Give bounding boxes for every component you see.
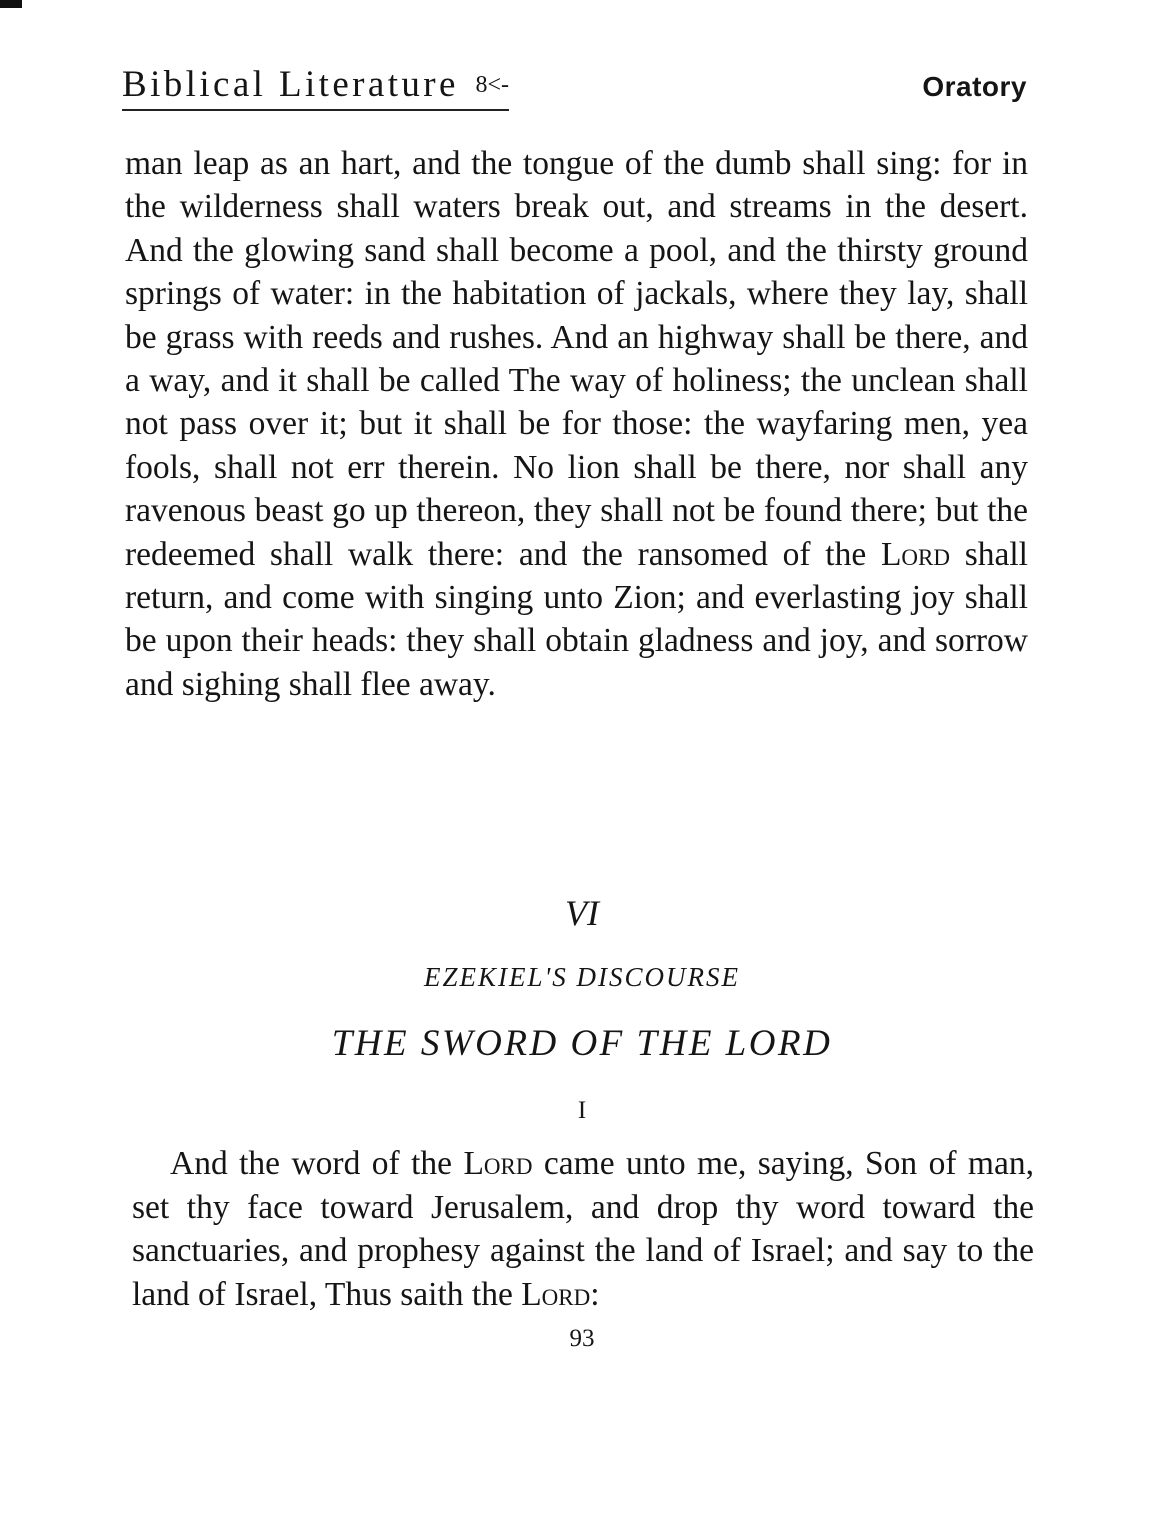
lord-small-caps: Lord	[880, 535, 950, 573]
book-title-text: Biblical Literature	[122, 64, 459, 105]
chapter-number: VI	[565, 893, 599, 933]
chapter-title: THE SWORD OF THE LORD	[331, 1023, 833, 1064]
passage-bottom-part3: :	[590, 1275, 600, 1313]
passage-bottom	[132, 1142, 1034, 1316]
book-title	[122, 64, 509, 111]
section-number: I	[577, 1097, 587, 1124]
discourse-title: EZEKIEL'S DISCOURSE	[423, 962, 740, 992]
lord-small-caps: Lord	[521, 1275, 591, 1313]
section-name: Oratory	[922, 71, 1027, 102]
lord-small-caps: Lord	[463, 1145, 533, 1182]
scan-corner-mark	[0, 0, 22, 8]
passage-bottom-part1: And the word of the	[170, 1145, 464, 1182]
page-number: 93	[569, 1325, 595, 1352]
passage-top-part1: man leap as an hart, and the tongue of the dumb shall sing: for in the wilderness shall waters break out, and streams in the desert. And the glowing sand shall become a pool, and the thirsty ground springs of water: in the habitation of jackals, where they lay, shall be grass with reeds and rushes. And an highway shall be there, and a way, and it shall be called The way of holiness; the unclean shall not pass over it; but it shall be for those: the wayfaring men, yea fools, shall not err therein. No lion shall be there, nor shall any ravenous beast go up thereon, they shall not be found there; but the redeemed shall walk there: and the ransomed of the	[125, 145, 1028, 573]
passage-top-part2: shall return, and come with singing unto Zion; and everlasting joy shall be upon their heads: they shall obtain gladness and joy, and sorrow and sighing shall flee away.	[125, 535, 1028, 703]
running-head	[122, 62, 1027, 114]
passage-bottom-part2: came unto me, saying, Son of man, set thy face toward Jerusalem, and drop thy word toward the sanctuaries, and prophesy against the land of Israel; and say to the land of Israel, Thus saith the	[132, 1145, 1034, 1313]
fleuron-ornament: 8<-	[475, 72, 510, 98]
passage-top	[125, 142, 1028, 706]
